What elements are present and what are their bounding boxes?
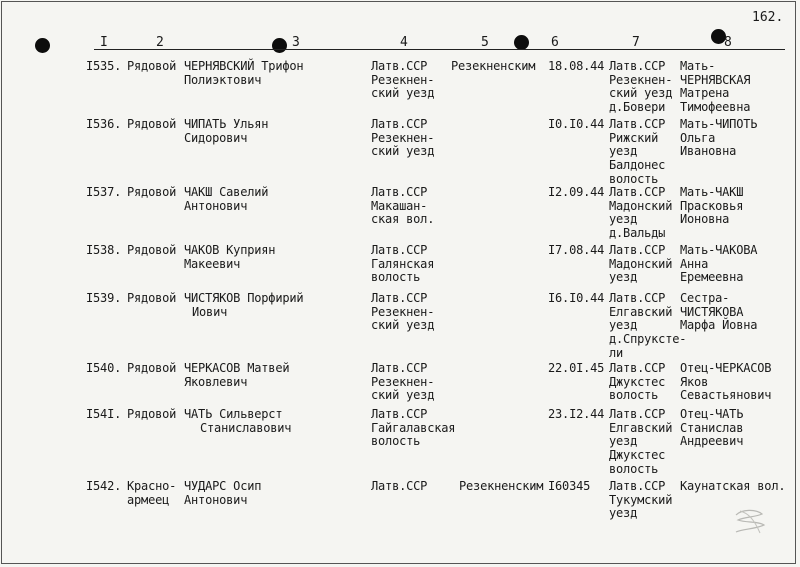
name-cell: ЧАКШ Савелий — [184, 185, 269, 199]
relative-cell: Севастьянович — [680, 388, 772, 403]
record-number: I535. — [86, 59, 122, 73]
birthplace-cell: Латв.ССР — [371, 291, 428, 305]
conscription-cell: Резекненским — [459, 479, 544, 493]
birthplace-cell: волость — [371, 270, 421, 285]
burial-place-cell: Латв.ССР — [609, 291, 666, 305]
name-cell: ЧАКОВ Куприян — [184, 243, 276, 257]
column-number: 7 — [632, 35, 640, 50]
burial-place-cell: Латв.ССР — [609, 243, 666, 257]
birthplace-cell: Латв.ССР — [371, 407, 428, 421]
burial-place-cell: Тукумский — [609, 492, 673, 507]
relative-cell: Марфа Йовна — [680, 318, 758, 333]
burial-place-cell: Латв.ССР — [609, 185, 666, 199]
name-cell: Станиславович — [200, 420, 292, 435]
burial-place-cell: Резекнен- — [609, 72, 673, 87]
birthplace-cell: ский уезд — [371, 318, 435, 333]
rank-cell: Рядовой — [127, 361, 177, 375]
death-date-cell: I60345 — [548, 479, 591, 493]
relative-cell: Прасковья — [680, 198, 744, 213]
name-cell: ЧИСТЯКОВ Порфирий — [184, 291, 304, 305]
name-cell: Иович — [192, 304, 228, 319]
burial-place-cell: Мадонский — [609, 198, 673, 213]
rank-cell: Красно- — [127, 479, 177, 493]
rank-cell: Рядовой — [127, 185, 177, 199]
name-cell: ЧЕРКАСОВ Матвей — [184, 361, 290, 375]
burial-place-cell: уезд — [609, 144, 638, 159]
punch-hole — [514, 35, 529, 50]
name-cell: Макеевич — [184, 256, 241, 271]
death-date-cell: I7.08.44 — [548, 243, 605, 257]
birthplace-cell: Латв.ССР — [371, 479, 428, 493]
relative-cell: Андреевич — [680, 434, 744, 449]
burial-place-cell: волость — [609, 461, 659, 476]
birthplace-cell: Латв.ССР — [371, 117, 428, 131]
relative-cell: Мать-ЧАКОВА — [680, 243, 758, 257]
rank-cell: Рядовой — [127, 117, 177, 131]
burial-place-cell: уезд — [609, 434, 638, 449]
burial-place-cell: уезд — [609, 212, 638, 227]
name-cell: Сидорович — [184, 130, 248, 145]
relative-cell: Отец-ЧАТЬ — [680, 407, 744, 421]
relative-cell: Анна — [680, 256, 709, 271]
relative-cell: ЧЕРНЯВСКАЯ — [680, 72, 751, 87]
death-date-cell: 23.I2.44 — [548, 407, 605, 421]
birthplace-cell: Латв.ССР — [371, 243, 428, 257]
relative-cell: Сестра- — [680, 291, 730, 305]
relative-cell: Еремеевна — [680, 270, 744, 285]
burial-place-cell: уезд — [609, 506, 638, 521]
name-cell: Антонович — [184, 198, 248, 213]
record-number: I540. — [86, 361, 122, 375]
birthplace-cell: Гайгалавская — [371, 420, 456, 435]
punch-hole — [272, 38, 287, 53]
death-date-cell: I0.I0.44 — [548, 117, 605, 131]
relative-cell: Мать-ЧАКШ — [680, 185, 744, 199]
column-number: 5 — [481, 35, 489, 50]
ink-scribble — [730, 505, 770, 539]
burial-place-cell: Елгавский — [609, 420, 673, 435]
relative-cell: Мать-ЧИПОТЬ — [680, 117, 758, 131]
burial-place-cell: Мадонский — [609, 256, 673, 271]
burial-place-cell: д.Спрукcте- — [609, 332, 687, 347]
burial-place-cell: уезд — [609, 318, 638, 333]
record-number: I536. — [86, 117, 122, 131]
burial-place-cell: д.Вальды — [609, 226, 666, 241]
birthplace-cell: Макашан- — [371, 198, 428, 213]
birthplace-cell: Латв.ССР — [371, 185, 428, 199]
burial-place-cell: Латв.ССР — [609, 117, 666, 131]
relative-cell: Каунатская вол. — [680, 479, 786, 493]
burial-place-cell: Джукстес — [609, 374, 666, 389]
column-number: 4 — [400, 35, 408, 50]
burial-place-cell: ли — [609, 345, 624, 360]
relative-cell: ЧИСТЯКОВА — [680, 304, 744, 319]
burial-place-cell: Джукстес — [609, 448, 666, 463]
burial-place-cell: волость — [609, 388, 659, 403]
relative-cell: Ионовна — [680, 212, 730, 227]
relative-cell: Тимофеевна — [680, 100, 751, 115]
rank-cell: Рядовой — [127, 59, 177, 73]
relative-cell: Отец-ЧЕРКАСОВ — [680, 361, 772, 375]
column-number: 6 — [551, 35, 559, 50]
name-cell: ЧАТЬ Сильверст — [184, 407, 283, 421]
relative-cell: Ивановна — [680, 144, 737, 159]
birthplace-cell: ский уезд — [371, 388, 435, 403]
rank-cell: Рядовой — [127, 407, 177, 421]
birthplace-cell: Галянская — [371, 256, 435, 271]
burial-place-cell: Елгавский — [609, 304, 673, 319]
burial-place-cell: уезд — [609, 270, 638, 285]
record-number: I54I. — [86, 407, 122, 421]
rank-cell: армеец — [127, 492, 170, 507]
burial-place-cell: Балдонес — [609, 158, 666, 173]
burial-place-cell: Латв.ССР — [609, 361, 666, 375]
name-cell: Яковлевич — [184, 374, 248, 389]
name-cell: Антонович — [184, 492, 248, 507]
birthplace-cell: Резекнен- — [371, 130, 435, 145]
name-cell: Полиэктович — [184, 72, 262, 87]
birthplace-cell: ский уезд — [371, 144, 435, 159]
death-date-cell: 22.0I.45 — [548, 361, 605, 375]
relative-cell: Станислав — [680, 420, 744, 435]
name-cell: ЧЕРНЯВСКИЙ Трифон — [184, 59, 304, 73]
page-number: 162. — [752, 10, 784, 25]
birthplace-cell: ский уезд — [371, 86, 435, 101]
rank-cell: Рядовой — [127, 291, 177, 305]
burial-place-cell: ский уезд — [609, 86, 673, 101]
birthplace-cell: Резекнен- — [371, 374, 435, 389]
relative-cell: Ольга — [680, 130, 716, 145]
conscription-cell: Резекненским — [451, 59, 536, 73]
name-cell: ЧУДАРС Осип — [184, 479, 262, 493]
header-rule — [94, 49, 785, 50]
column-number: 3 — [292, 35, 300, 50]
record-number: I538. — [86, 243, 122, 257]
birthplace-cell: Резекнен- — [371, 304, 435, 319]
birthplace-cell: ская вол. — [371, 212, 435, 227]
birthplace-cell: Резекнен- — [371, 72, 435, 87]
column-number: 2 — [156, 35, 164, 50]
burial-place-cell: Рижский — [609, 130, 659, 145]
burial-place-cell: Латв.ССР — [609, 59, 666, 73]
name-cell: ЧИПАТЬ Ульян — [184, 117, 269, 131]
rank-cell: Рядовой — [127, 243, 177, 257]
death-date-cell: I2.09.44 — [548, 185, 605, 199]
column-number: 8 — [724, 35, 732, 50]
record-number: I542. — [86, 479, 122, 493]
burial-place-cell: д.Бовери — [609, 100, 666, 115]
birthplace-cell: Латв.ССР — [371, 59, 428, 73]
record-number: I539. — [86, 291, 122, 305]
death-date-cell: I6.I0.44 — [548, 291, 605, 305]
record-number: I537. — [86, 185, 122, 199]
burial-place-cell: Латв.ССР — [609, 479, 666, 493]
death-date-cell: 18.08.44 — [548, 59, 605, 73]
relative-cell: Матрена — [680, 86, 730, 101]
birthplace-cell: Латв.ССР — [371, 361, 428, 375]
punch-hole — [35, 38, 50, 53]
birthplace-cell: волость — [371, 434, 421, 449]
burial-place-cell: Латв.ССР — [609, 407, 666, 421]
column-number: I — [100, 35, 108, 50]
relative-cell: Яков — [680, 374, 709, 389]
relative-cell: Мать- — [680, 59, 716, 73]
burial-place-cell: волость — [609, 171, 659, 186]
